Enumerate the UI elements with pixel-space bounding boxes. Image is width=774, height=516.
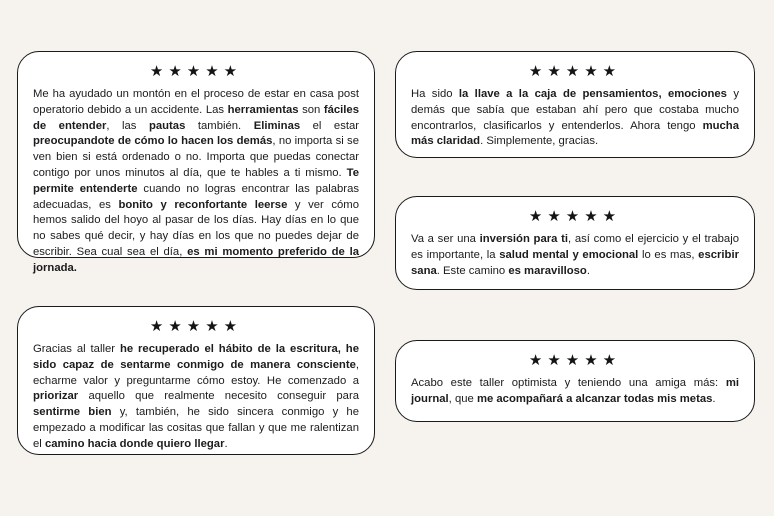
highlighted-text: salud mental y emocional [499, 248, 639, 261]
testimonial-text [33, 87, 359, 277]
text-segment: son [298, 103, 324, 116]
highlighted-text: herramientas [227, 103, 299, 116]
text-segment: Va a ser una [411, 233, 480, 245]
text-segment: . [586, 264, 590, 277]
text-segment: . [224, 437, 228, 450]
text-segment: Me ha ayudado un montón en el proceso de estar en casa post operatorio debido a un accidente. Las [33, 88, 359, 116]
text-segment: . Este camino [436, 264, 509, 277]
five-star-rating-icon: ★★★★★ [528, 63, 622, 80]
text-segment: y, también, he sido sincera conmigo y he empezado a modificar las cositas que fallan y que me ralentizan el [33, 406, 359, 450]
text-segment: Ha sido [411, 88, 459, 100]
text-segment: , que [448, 392, 477, 405]
testimonial-text [411, 232, 739, 279]
highlighted-text: mi journal [411, 377, 739, 405]
highlighted-text: escribir sana [411, 248, 739, 277]
testimonial-card [17, 306, 375, 455]
highlighted-text: bonito y reconfortante leerse [118, 198, 288, 211]
highlighted-text: mucha más claridad [411, 119, 739, 148]
testimonial-text [33, 342, 359, 453]
testimonial-text [411, 376, 739, 408]
testimonial-card [17, 51, 375, 274]
text-segment: . Simplemente, gracias. [480, 135, 599, 148]
text-segment: , así como el ejercicio y el trabajo es importante, la [411, 233, 740, 261]
highlighted-text: inversión para ti [479, 233, 569, 245]
text-segment: , echarme valor y preguntarme cómo estoy. He comenzado a [33, 358, 359, 387]
testimonial-text [411, 87, 739, 150]
text-segment: , las [106, 119, 149, 132]
highlighted-text: Eliminas [253, 119, 301, 132]
five-star-rating-icon: ★★★★★ [149, 318, 243, 335]
text-segment: también. [185, 119, 254, 132]
testimonial-card [395, 51, 755, 158]
highlighted-text: Te permite entenderte [33, 166, 359, 195]
five-star-rating-icon: ★★★★★ [528, 208, 622, 225]
highlighted-text: camino hacia donde quiero llegar [44, 437, 225, 450]
text-segment: , no importa si se ven bien si está ordenado o no. Importa que puedas conectar contigo por unos minutos al día, que te hables a ti mismo. [33, 135, 359, 179]
text-segment: cuando no logras encontrar las palabras adecuadas, es [33, 182, 359, 211]
highlighted-text: he recuperado el hábito de la escritura, he sido capaz de sentarme conmigo de manera consciente [33, 343, 359, 371]
text-segment: Acabo este taller optimista y teniendo una amiga más: [411, 377, 726, 389]
text-segment: aquello que realmente necesito conseguir para [78, 390, 359, 403]
highlighted-text: sentirme bien [33, 406, 112, 419]
highlighted-text: priorizar [33, 390, 79, 403]
text-segment: lo es mas, [638, 248, 699, 261]
highlighted-text: fáciles de entender [33, 103, 359, 132]
highlighted-text: pautas [148, 119, 186, 132]
highlighted-text: la llave a la caja de pensamientos, emociones [458, 88, 727, 100]
text-segment: y demás que sabía que estaban ahí pero que costaba mucho encontrarlos, clasificarlos y entenderlos. Ahora tengo [411, 88, 739, 132]
highlighted-text: me acompañará a alcanzar todas mis metas [476, 392, 713, 405]
testimonial-card [395, 196, 755, 290]
five-star-rating-icon: ★★★★★ [149, 63, 243, 80]
highlighted-text: es maravilloso [508, 264, 587, 277]
text-segment: . [712, 392, 716, 405]
highlighted-text: es mi momento preferido de la jornada. [33, 245, 359, 274]
text-segment: Gracias al taller [33, 343, 120, 355]
five-star-rating-icon: ★★★★★ [528, 352, 622, 369]
testimonial-card [395, 340, 755, 422]
text-segment: el estar [300, 119, 360, 132]
highlighted-text: preocupandote de cómo lo hacen los demás [33, 135, 273, 148]
text-segment: y ver cómo hemos salido del hoyo al pasar de los días. Hay días en lo que no sabes qué decir, y hay días en los que no puedes dejar de escribir. Sea cual sea el día, [33, 198, 359, 258]
